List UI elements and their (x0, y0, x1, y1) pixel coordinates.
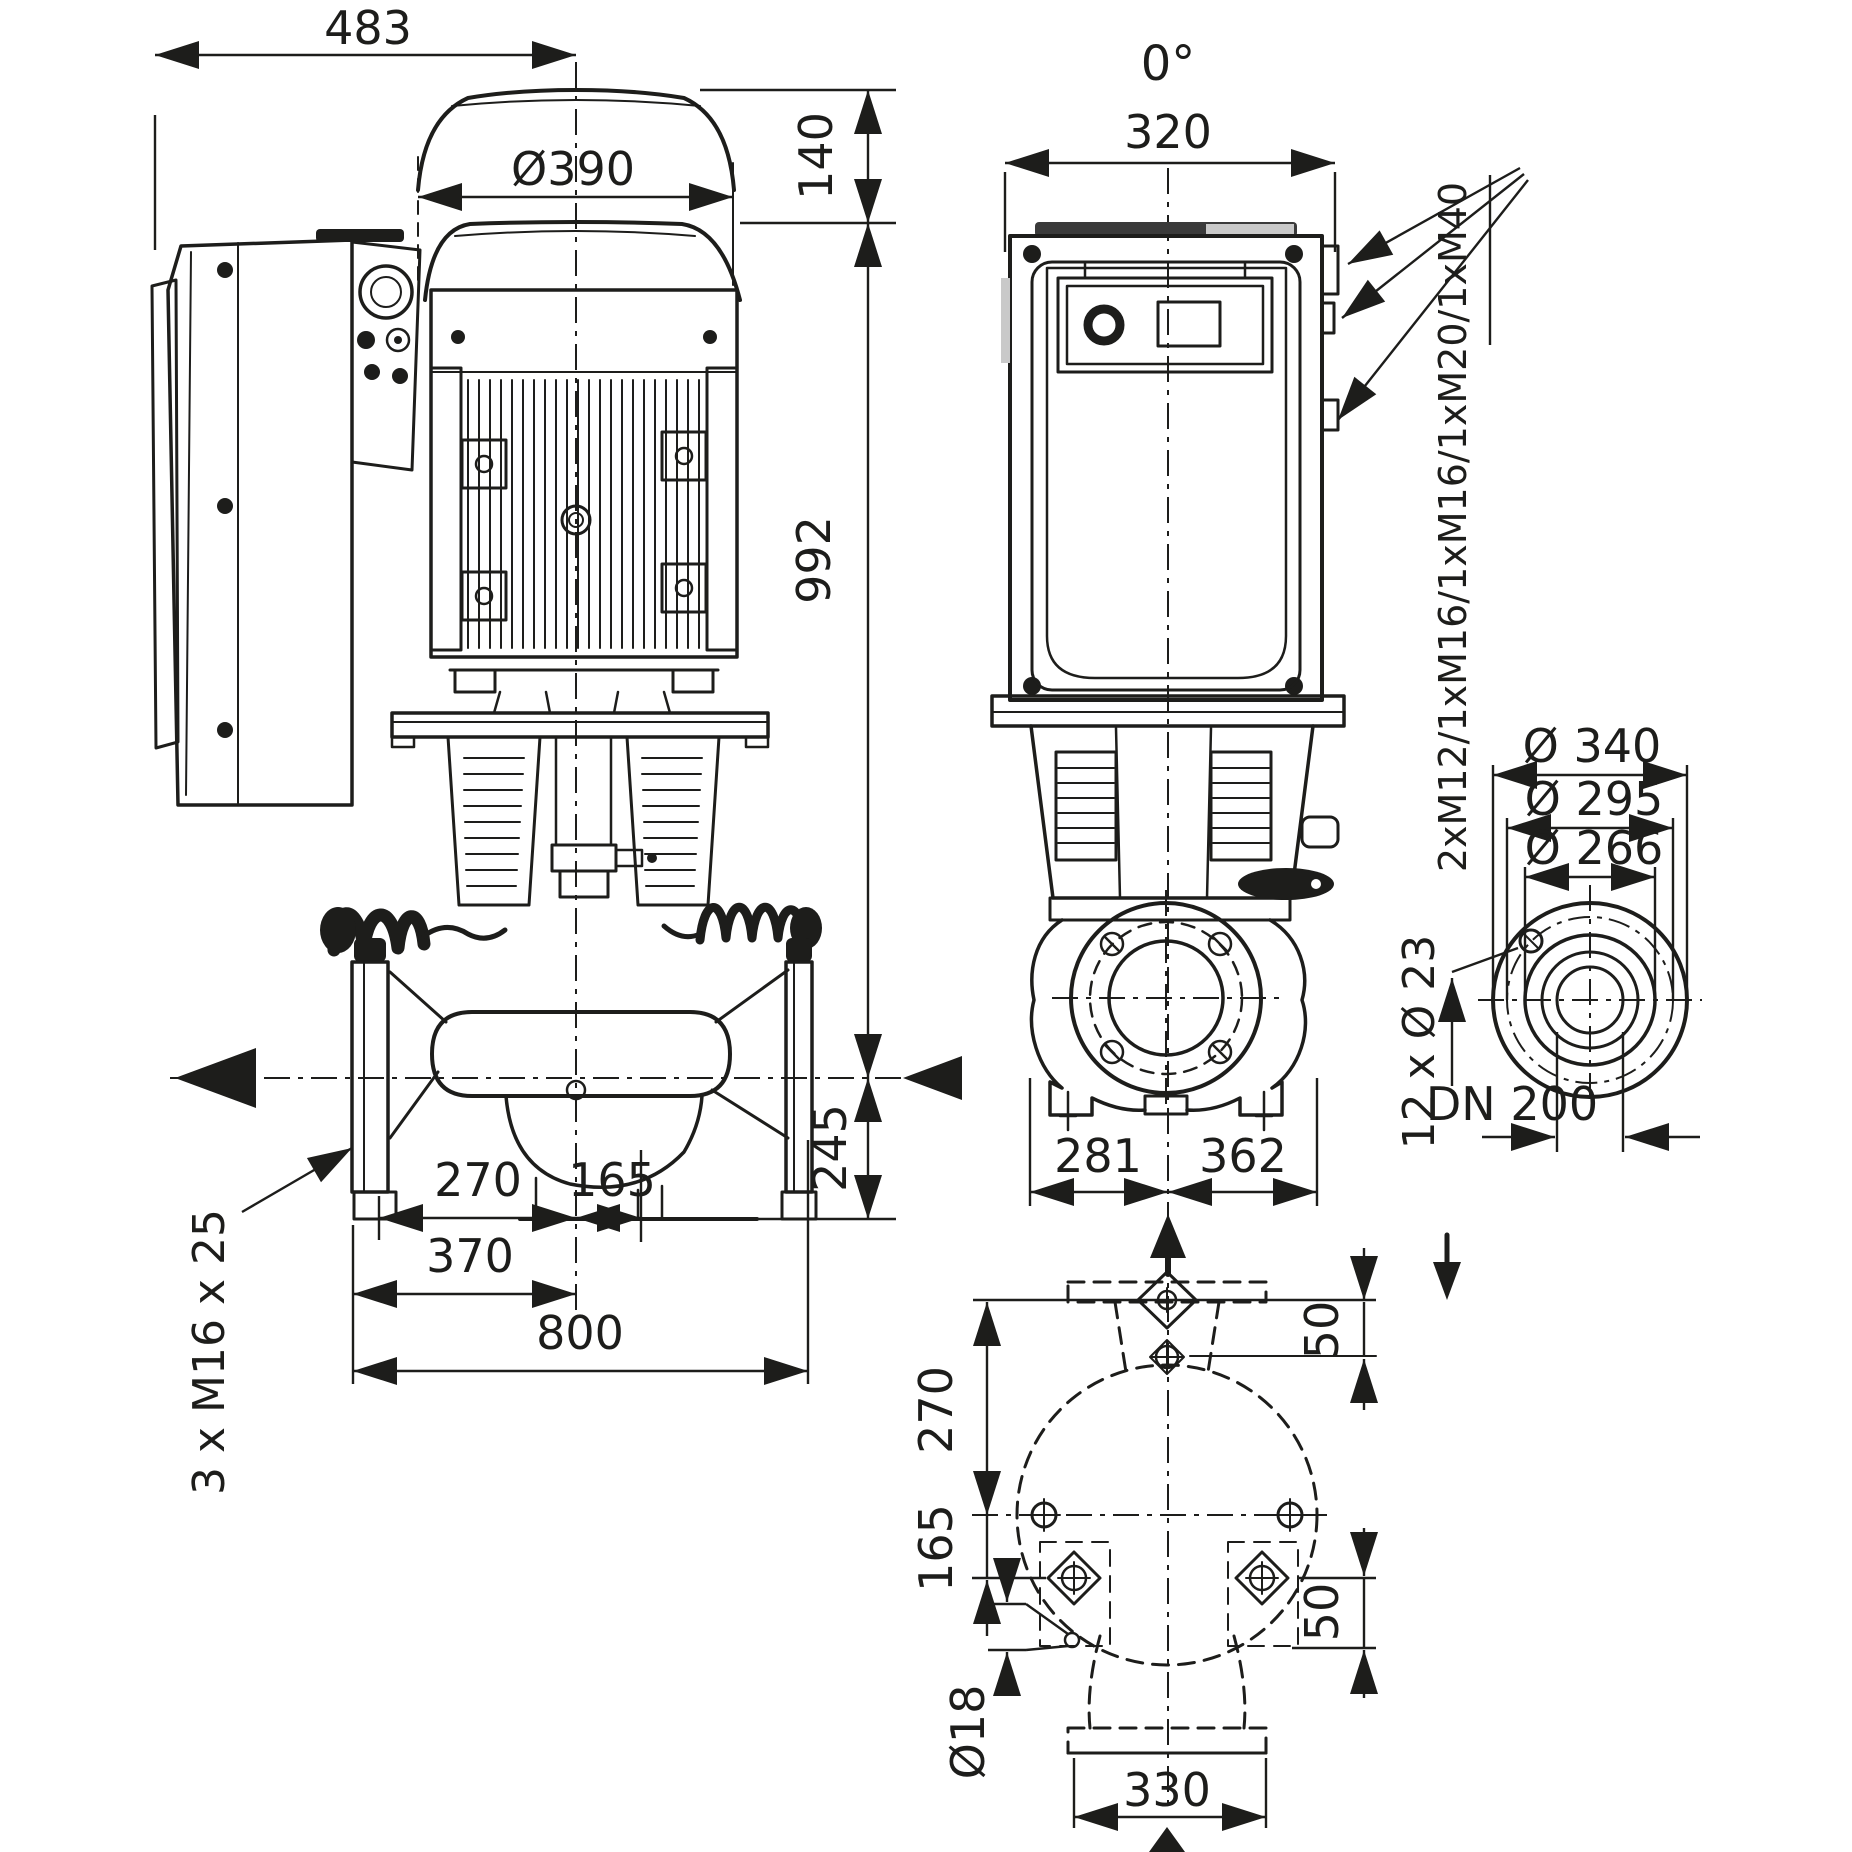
suction-flange-front (1052, 890, 1280, 1110)
electronic-module-front (1001, 222, 1338, 700)
dim-o18-label: Ø18 (941, 1684, 995, 1780)
dim-281-362 (1030, 1078, 1317, 1274)
dim-281-label: 281 (1054, 1129, 1142, 1183)
front-view (152, 1, 962, 1495)
cable-gland-callout (1338, 168, 1528, 872)
flow-direction-down-arrow (1433, 1262, 1461, 1300)
dim-50-top-label: 50 (1295, 1300, 1349, 1360)
dim-base-165-label: 165 (909, 1504, 963, 1592)
flow-arrow-inlet (903, 1056, 962, 1100)
orientation-label: 0° (1140, 36, 1196, 92)
dim-266-label: Ø 266 (1524, 821, 1664, 875)
dim-330 (1074, 1758, 1266, 1852)
dim-295-label: Ø 295 (1524, 772, 1664, 826)
view-direction-arrow (1150, 1214, 1186, 1258)
dim-dn200 (1426, 1032, 1700, 1300)
dim-front-bottom (353, 1140, 808, 1384)
cable-gland-label: 2xM12/1xM16/1xM16/1xM20/1xM40 (1431, 181, 1475, 873)
anchor-bolt-note (184, 1148, 352, 1495)
side-view (992, 36, 1528, 1810)
dim-base-270-label: 270 (909, 1366, 963, 1454)
coupling-guard-springs (320, 907, 822, 953)
dim-anchor-hole (941, 1560, 1068, 1779)
anchor-bolt-label: 3 x M16 x 25 (184, 1209, 235, 1495)
coupling-lantern (448, 737, 719, 905)
green-button (1088, 309, 1120, 341)
dim-362-label: 362 (1199, 1129, 1287, 1183)
dim-370-label: 370 (426, 1229, 514, 1283)
dim-483 (155, 1, 576, 250)
dim-165-label: 165 (568, 1153, 656, 1207)
dim-320-label: 320 (1124, 105, 1212, 159)
dim-dn200-label: DN 200 (1425, 1077, 1599, 1131)
dim-140-label: 140 (789, 112, 843, 200)
dim-base-right (1292, 1248, 1376, 1698)
dim-50-bottom-label: 50 (1295, 1582, 1349, 1642)
dim-992-label: 992 (787, 516, 841, 604)
dim-245-label: 245 (803, 1104, 857, 1192)
dim-390-label: Ø390 (510, 142, 636, 196)
dim-340-label: Ø 340 (1522, 719, 1662, 773)
dim-flange-diameters (1493, 719, 1687, 1005)
flow-arrow-outlet (175, 1048, 256, 1108)
dim-800-label: 800 (536, 1306, 624, 1360)
dim-12x23-label: 12 x Ø 23 (1394, 934, 1445, 1150)
cooling-fins (468, 380, 699, 648)
dim-270-label: 270 (434, 1153, 522, 1207)
dim-390 (418, 142, 733, 197)
dim-base-left (909, 1302, 1046, 1636)
motor-body (431, 290, 737, 713)
dim-483-label: 483 (324, 1, 412, 55)
dim-330-label: 330 (1123, 1763, 1211, 1817)
bottom-view-arrow (1149, 1827, 1185, 1852)
gland-cap (316, 229, 404, 242)
electronic-module-side (152, 229, 420, 805)
base-plan-view (909, 1248, 1376, 1852)
